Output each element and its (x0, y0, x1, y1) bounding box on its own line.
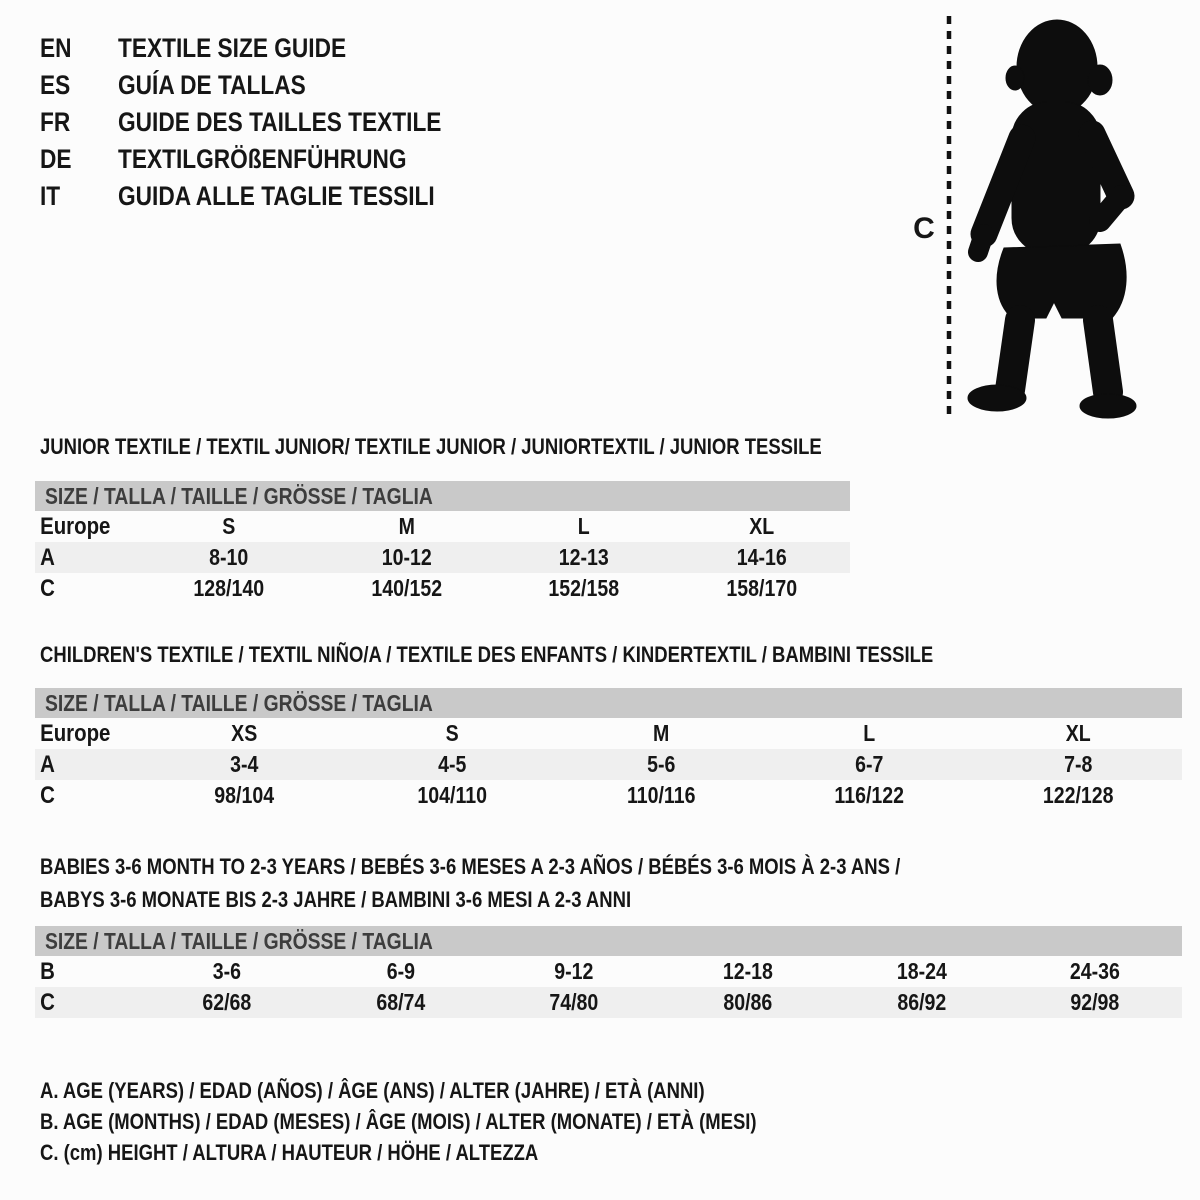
size-band-label: SIZE / TALLA / TAILLE / GRÖSSE / TAGLIA (45, 483, 433, 509)
section-title-junior (40, 435, 971, 459)
size-cell: 18-24 (896, 958, 947, 984)
size-cell: 3-4 (230, 751, 259, 777)
language-row (40, 141, 503, 178)
guide-title: GUIDE DES TAILLES TEXTILE (118, 107, 442, 137)
size-band-header (35, 926, 1182, 956)
height-measure-label: C (913, 212, 935, 245)
size-cell: XL (748, 513, 774, 539)
size-cell: 9-12 (554, 958, 594, 984)
size-cell: XL (1065, 720, 1091, 746)
size-cell: 74/80 (549, 989, 599, 1015)
language-title-block (40, 30, 503, 215)
guide-title: TEXTILGRÖßENFÜHRUNG (118, 144, 407, 174)
row-label: C (40, 782, 55, 809)
table-row (35, 573, 850, 604)
guide-title: GUIDA ALLE TAGLIE TESSILI (118, 181, 435, 211)
guide-title: TEXTILE SIZE GUIDE (118, 33, 347, 63)
table-row (35, 542, 850, 573)
language-row (40, 178, 503, 215)
size-band-label: SIZE / TALLA / TAILLE / GRÖSSE / TAGLIA (45, 928, 433, 954)
measurement-legend (40, 1075, 893, 1168)
size-cell: L (863, 720, 876, 746)
size-cell: 12-13 (558, 544, 609, 570)
language-row (40, 30, 503, 67)
table-row (35, 780, 1182, 811)
legend-text: A. AGE (YEARS) / EDAD (AÑOS) / ÂGE (ANS) / ALTER (JAHRE) / ETÀ (ANNI) (40, 1078, 705, 1103)
section-title-text: BABYS 3-6 MONATE BIS 2-3 JAHRE / BAMBINI 3-6 MESI A 2-3 ANNI (40, 887, 632, 912)
section-title-line (40, 643, 1103, 667)
guide-title: GUÍA DE TALLAS (118, 70, 306, 100)
size-cell: 80/86 (723, 989, 773, 1015)
size-band-header (35, 481, 850, 511)
row-label: C (40, 989, 55, 1016)
size-cell: 116/122 (834, 782, 905, 808)
size-cell: S (222, 513, 236, 539)
babies-size-table (35, 926, 1182, 1018)
size-cell: 4-5 (438, 751, 467, 777)
size-band-label: SIZE / TALLA / TAILLE / GRÖSSE / TAGLIA (45, 690, 433, 716)
size-cell: 152/158 (548, 575, 620, 601)
size-cell: 12-18 (722, 958, 773, 984)
size-cell: 6-7 (855, 751, 884, 777)
row-label: Europe (40, 720, 111, 747)
table-row (35, 956, 1182, 987)
size-cell: M (652, 720, 670, 746)
row-label: Europe (40, 513, 111, 540)
junior-size-table (35, 481, 850, 604)
legend-text: B. AGE (MONTHS) / EDAD (MESES) / ÂGE (MOIS) / ALTER (MONATE) / ETÀ (MESI) (40, 1109, 757, 1134)
size-cell: 3-6 (212, 958, 241, 984)
language-code: DE (40, 144, 72, 174)
height-measure-dashed-line (944, 14, 954, 418)
section-title-children (40, 643, 1103, 667)
size-cell: 7-8 (1063, 751, 1092, 777)
section-title-babies (40, 850, 1064, 916)
size-cell: 110/116 (626, 782, 696, 808)
size-cell: 5-6 (646, 751, 676, 777)
legend-line (40, 1075, 893, 1106)
table-body (35, 956, 1182, 1018)
size-cell: XS (231, 720, 258, 746)
size-cell: 104/110 (417, 782, 488, 808)
size-cell: 140/152 (370, 575, 442, 601)
size-cell: 122/128 (1042, 782, 1114, 808)
table-row (35, 749, 1182, 780)
row-label: A (40, 544, 55, 571)
legend-line (40, 1106, 893, 1137)
language-code: FR (40, 107, 71, 137)
row-label: A (40, 751, 55, 778)
size-cell: L (577, 513, 590, 539)
table-row (35, 511, 850, 542)
size-cell: 158/170 (725, 575, 797, 601)
size-cell: 6-9 (386, 958, 415, 984)
size-cell: 98/104 (214, 782, 275, 808)
section-title-line (40, 850, 1064, 883)
language-code: ES (40, 70, 71, 100)
size-cell: 92/98 (1070, 989, 1120, 1015)
legend-line (40, 1137, 893, 1168)
size-cell: M (398, 513, 415, 539)
row-label: C (40, 575, 55, 602)
size-cell: 14-16 (736, 544, 787, 570)
size-cell: 8-10 (209, 544, 249, 570)
size-cell: 24-36 (1070, 958, 1121, 984)
row-label: B (40, 958, 55, 985)
size-cell: 128/140 (193, 575, 265, 601)
legend-text: C. (cm) HEIGHT / ALTURA / HAUTEUR / HÖHE / ALTEZZA (40, 1140, 539, 1165)
table-body (35, 511, 850, 604)
size-cell: S (446, 720, 460, 746)
table-row (35, 718, 1182, 749)
language-row (40, 104, 503, 141)
section-title-line (40, 883, 1064, 916)
toddler-silhouette-image (962, 16, 1140, 424)
language-code: IT (40, 181, 61, 211)
table-body (35, 718, 1182, 811)
language-row (40, 67, 503, 104)
table-row (35, 987, 1182, 1018)
section-title-text: CHILDREN'S TEXTILE / TEXTIL NIÑO/A / TEXTILE DES ENFANTS / KINDERTEXTIL / BAMBINI TESSILE (40, 642, 934, 667)
size-cell: 62/68 (202, 989, 252, 1015)
size-band-header (35, 688, 1182, 718)
section-title-text: BABIES 3-6 MONTH TO 2-3 YEARS / BEBÉS 3-6 MESES A 2-3 AÑOS / BÉBÉS 3-6 MOIS À 2-3 ANS / (40, 854, 901, 879)
section-title-line (40, 435, 971, 459)
size-cell: 68/74 (376, 989, 425, 1015)
section-title-text: JUNIOR TEXTILE / TEXTIL JUNIOR/ TEXTILE JUNIOR / JUNIORTEXTIL / JUNIOR TESSILE (40, 434, 822, 459)
language-code: EN (40, 33, 72, 63)
children-size-table (35, 688, 1182, 811)
size-cell: 86/92 (897, 989, 946, 1015)
size-cell: 10-12 (381, 544, 432, 570)
